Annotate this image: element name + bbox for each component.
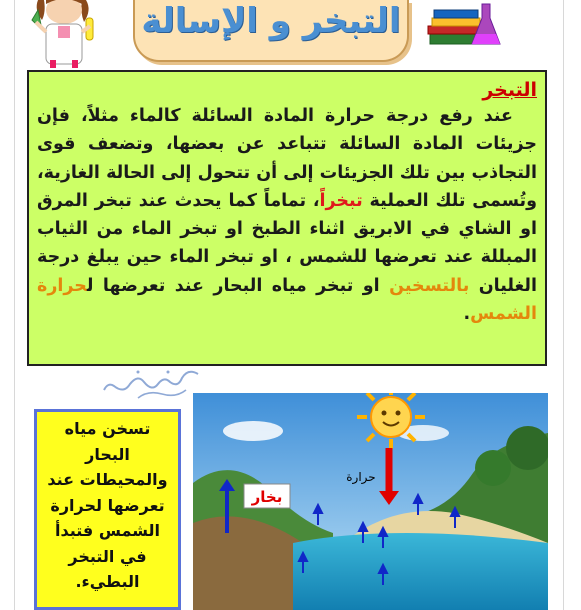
heat-label: حرارة — [346, 470, 376, 484]
sea — [293, 533, 548, 610]
author-signature — [98, 364, 208, 404]
term-sun-heat: حرارة الشمس — [37, 275, 537, 325]
page-border-left — [14, 0, 15, 610]
sea-evaporation-text: تسخن مياه البحار والمحيطات عند تعرضها لحرارة الشمس فتبدأ في التبخر البطيء. — [47, 419, 168, 591]
paragraph-part-1: عند رفع درجة حرارة المادة السائلة كالماء مثلاً، فإن جزيئات المادة السائلة تتباعد عن بعضها، وتضعف قوى التجاذب بين تلك الجزيئات إلى أن تتحول إلى الحالة الغازية، وتُسمى تلك العملية — [37, 106, 537, 211]
evaporation-paragraph — [37, 102, 537, 328]
sea-evaporation-illustration — [193, 393, 548, 610]
scientist-girl-clipart — [24, 0, 104, 68]
books-flask-clipart — [424, 0, 504, 48]
title-banner — [133, 0, 409, 62]
term-heating: بالتسخين — [389, 275, 470, 296]
section-heading-evaporation: التبخر — [482, 79, 537, 101]
term-evaporation: تبخراً — [319, 190, 363, 211]
sea-evaporation-note — [34, 409, 181, 610]
paragraph-part-2: ، تماماً كما يحدث عند تبخر المرق او الشاي في الابريق اثناء الطبخ او تبخر الماء من الثياب المبللة عند تعرضها للشمس ، او تبخر الماء حين يبلغ درجة الغليان — [37, 190, 537, 296]
page-title: التبخر و الإسالة — [141, 1, 401, 41]
paragraph-part-3: او تبخر مياه البحار عند تعرضها ل — [86, 275, 390, 296]
evaporation-text-box — [27, 70, 547, 366]
page-border-right — [563, 0, 564, 610]
vapor-label: بخار — [251, 488, 283, 506]
paragraph-part-4: . — [463, 304, 471, 325]
